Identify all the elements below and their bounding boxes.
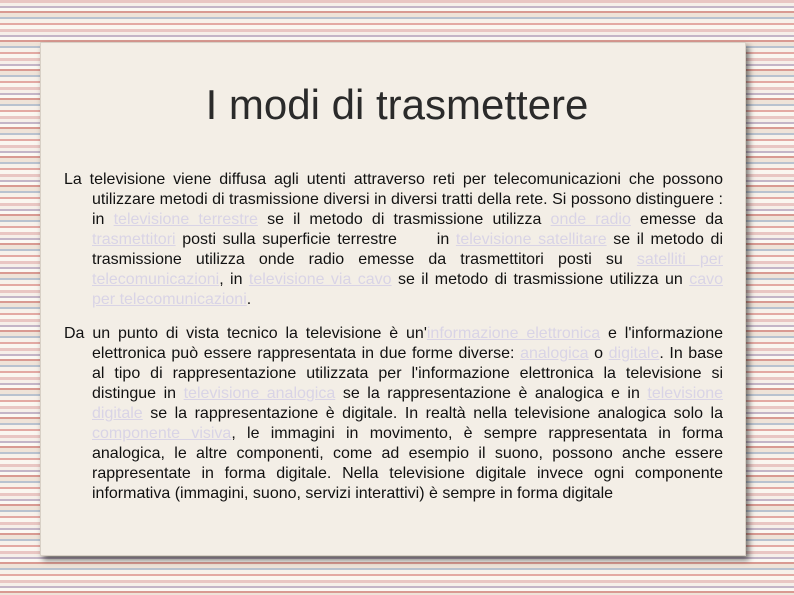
- link-trasmettitori[interactable]: trasmettitori: [92, 231, 176, 248]
- link-onde-radio[interactable]: onde radio: [550, 211, 631, 228]
- text-run: , le immagini in movimento, è sempre rappresentata in forma analogica, le altre componenti, come ad esempio il suono, possono anche essere rappresentate in forma digitale. Nella televisione digitale invece ogni componente informativa (immagini, suono, servizi interattivi) è sempre in forma digitale: [92, 425, 724, 502]
- text-run: o: [588, 345, 609, 362]
- text-run: La televisione viene diffusa agli utenti attraverso reti per telecomunicazioni che possono utilizzare metodi di trasmissione diversi in diversi tratti della rete. Si possono distinguere : in: [64, 171, 723, 228]
- paragraph-technical-view: [64, 324, 723, 504]
- link-digitale[interactable]: digitale: [608, 345, 660, 362]
- link-televisione-satellitare[interactable]: televisione satellitare: [455, 231, 607, 248]
- link-satelliti-per-telecomunicazioni[interactable]: satelliti per telecomunicazioni: [92, 251, 723, 288]
- link-televisione-via-cavo[interactable]: televisione via cavo: [248, 271, 392, 288]
- text-run: emesse da: [630, 211, 723, 228]
- link-componente-visiva[interactable]: componente visiva: [92, 425, 232, 442]
- text-run: , in: [219, 271, 249, 288]
- slide-title: I modi di trasmettere: [205, 81, 589, 128]
- link-televisione-terrestre[interactable]: televisione terrestre: [113, 211, 258, 228]
- slide-body: [64, 170, 723, 518]
- link-informazione-elettronica[interactable]: informazione elettronica: [426, 325, 601, 342]
- text-run: se il metodo di trasmissione utilizza onde radio emesse da trasmettitori posti su: [92, 231, 724, 268]
- text-run: .: [246, 291, 252, 308]
- paragraph-transmission-methods: [64, 170, 723, 310]
- link-televisione-digitale[interactable]: televisione digitale: [92, 385, 724, 422]
- link-televisione-analogica[interactable]: televisione analogica: [183, 385, 336, 402]
- text-run: e l'informazione elettronica può essere rappresentata in due forme diverse:: [92, 325, 723, 362]
- link-analogica[interactable]: analogica: [520, 345, 589, 362]
- text-run: Da un punto di vista tecnico la televisione è un': [64, 325, 427, 342]
- link-cavo-per-telecomunicazioni[interactable]: cavo per telecomunicazioni: [92, 271, 723, 308]
- text-run: se la rappresentazione è digitale. In realtà nella televisione analogica solo la: [142, 405, 723, 422]
- text-run: se il metodo di trasmissione utilizza un: [391, 271, 690, 288]
- text-run: se la rappresentazione è analogica e in: [335, 385, 648, 402]
- text-run: se il metodo di trasmissione utilizza: [257, 211, 551, 228]
- text-run: . In base al tipo di rappresentazione utilizzata per l'informazione elettronica la televisione si distingue in: [92, 345, 724, 402]
- text-run: posti sulla superficie terrestre in: [175, 231, 456, 248]
